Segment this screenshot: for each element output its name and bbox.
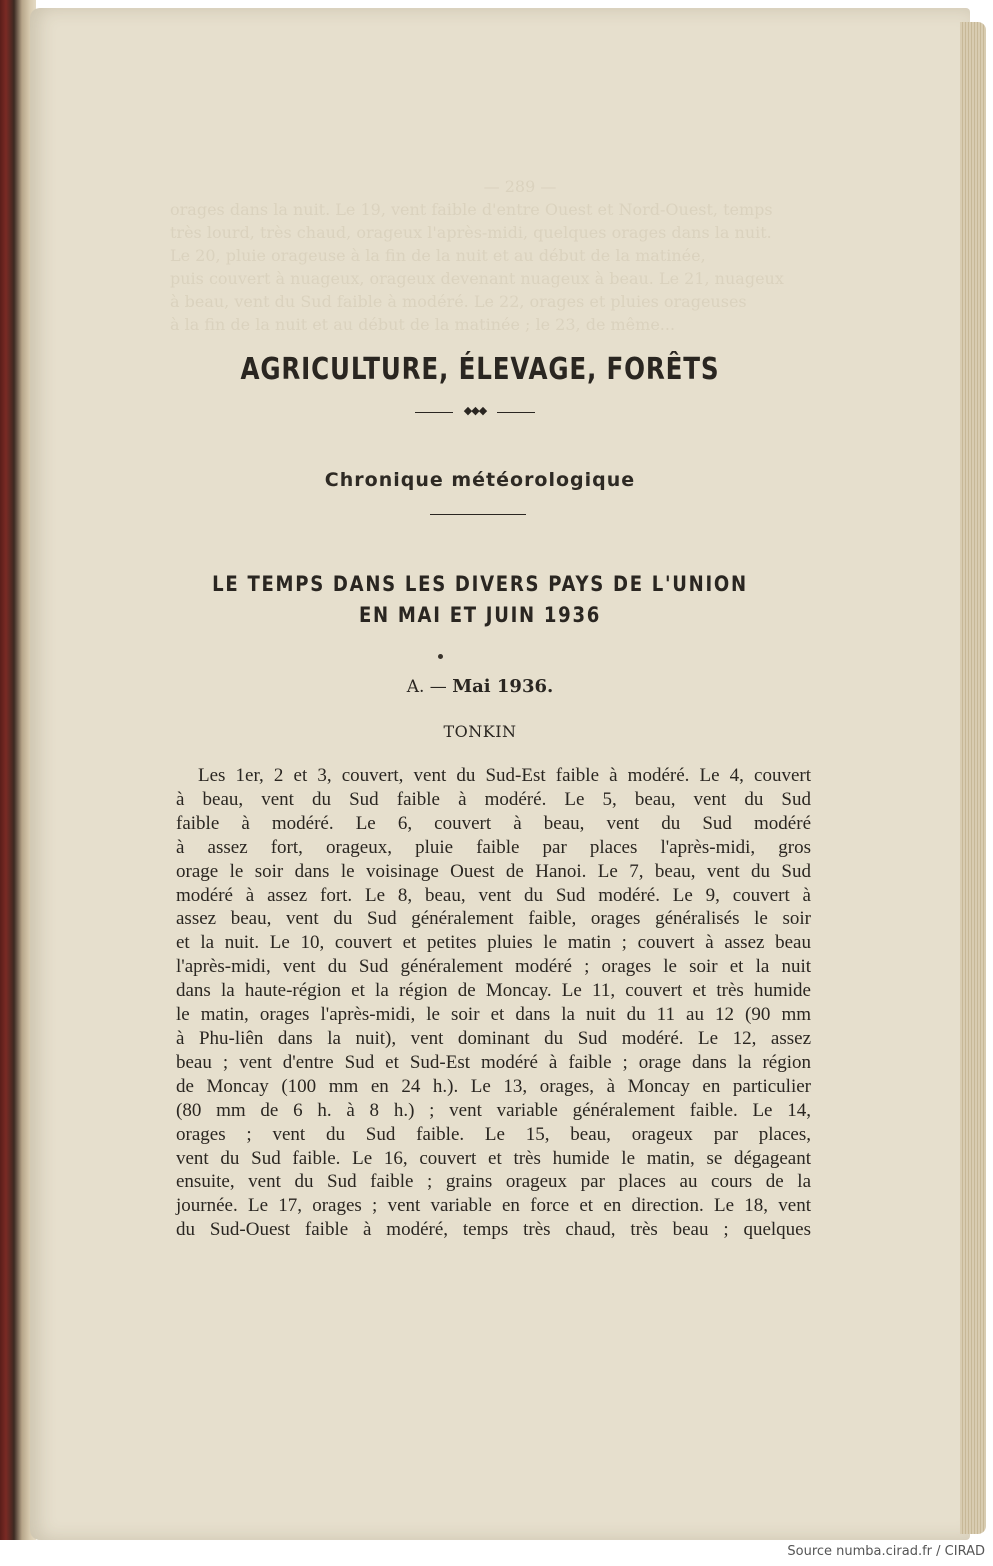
ghost-line: à la fin de la nuit et au début de la matinée ; le 23, de même... [170, 315, 676, 334]
subtitle-divider [430, 514, 526, 515]
ghost-line: à beau, vent du Sud faible à modéré. Le 22, orages et pluies orageuses [170, 292, 747, 311]
ghost-line: très lourd, très chaud, orageux l'après-midi, quelques orages dans la nuit. [170, 223, 772, 242]
body-line: orage le soir dans le voisinage Ouest de Hanoi. Le 7, beau, vent du Sud [176, 860, 811, 882]
body-line: faible à modéré. Le 6, couvert à beau, vent du Sud modéré [176, 812, 811, 834]
body-line: l'après-midi, vent du Sud généralement modéré ; orages le soir et la nuit [176, 956, 811, 978]
ornament-line-right [497, 412, 535, 413]
body-line: et la nuit. Le 10, couvert et petites pluies le matin ; couvert à assez beau [176, 932, 811, 954]
body-line: Les 1er, 2 et 3, couvert, vent du Sud-Est faible à modéré. Le 4, couvert [198, 765, 811, 786]
body-line: modéré à assez fort. Le 8, beau, vent du Sud modéré. Le 9, couvert à [176, 884, 811, 906]
title-ornament [415, 404, 535, 420]
region-heading: TONKIN [443, 722, 517, 741]
subsection-title: Mai 1936. [452, 676, 554, 697]
body-line: dans la haute-région et la région de Moncay. Le 11, couvert et très humide [176, 980, 811, 1002]
subsection-heading [230, 676, 730, 697]
body-line: journée. Le 17, orages ; vent variable en force et en direction. Le 18, vent [176, 1195, 811, 1217]
body-line: du Sud-Ouest faible à modéré, temps très chaud, très beau ; quelques [176, 1219, 811, 1241]
body-line: (80 mm de 6 h. à 8 h.) ; vent variable généralement faible. Le 14, [176, 1099, 811, 1121]
ornament-line-left [415, 412, 453, 413]
ghost-line: — 289 — [483, 177, 557, 196]
ink-speck [438, 654, 443, 659]
body-line: orages ; vent du Sud faible. Le 15, beau, orageux par places, [176, 1123, 811, 1145]
body-line: beau ; vent d'entre Sud et Sud-Est modéré à faible ; orage dans la région [176, 1051, 811, 1073]
body-line: le matin, orages l'après-midi, le soir et dans la nuit du 11 au 12 (90 mm [176, 1004, 811, 1026]
article-heading-line-1: LE TEMPS DANS LES DIVERS PAYS DE L'UNION [212, 572, 748, 596]
subsection-prefix: A. — [406, 677, 447, 697]
body-line: ensuite, vent du Sud faible ; grains orageux par places au cours de la [176, 1171, 811, 1193]
body-line: vent du Sud faible. Le 16, couvert et très humide le matin, se dégageant [176, 1147, 811, 1169]
section-subtitle: Chronique météorologique [324, 469, 636, 491]
ghost-line: Le 20, pluie orageuse à la fin de la nuit et au début de la matinée, [170, 246, 706, 265]
diamond-ornament-icon: ◆◆◆ [463, 404, 487, 417]
page-title: AGRICULTURE, ÉLEVAGE, FORÊTS [240, 352, 720, 387]
source-credit: Source numba.cirad.fr / CIRAD [787, 1544, 985, 1559]
ghost-line: orages dans la nuit. Le 19, vent faible d'entre Ouest et Nord-Ouest, temps [170, 200, 773, 219]
body-line: à Phu-liên dans la nuit), vent dominant du Sud modéré. Le 12, assez [176, 1027, 811, 1049]
body-paragraph [176, 764, 811, 1242]
body-line: à assez fort, orageux, pluie faible par places l'après-midi, gros [176, 836, 811, 858]
article-heading-line-2: EN MAI ET JUIN 1936 [358, 603, 602, 627]
body-line: à beau, vent du Sud faible à modéré. Le 5, beau, vent du Sud [176, 788, 811, 810]
bleed-through-text [170, 175, 870, 336]
body-line: assez beau, vent du Sud généralement faible, orages généralisés le soir [176, 908, 811, 930]
body-line: de Moncay (100 mm en 24 h.). Le 13, orages, à Moncay en particulier [176, 1075, 811, 1097]
ghost-line: puis couvert à nuageux, orageux devenant nuageux à beau. Le 21, nuageux [170, 269, 784, 288]
page-stack-edges [960, 22, 986, 1534]
